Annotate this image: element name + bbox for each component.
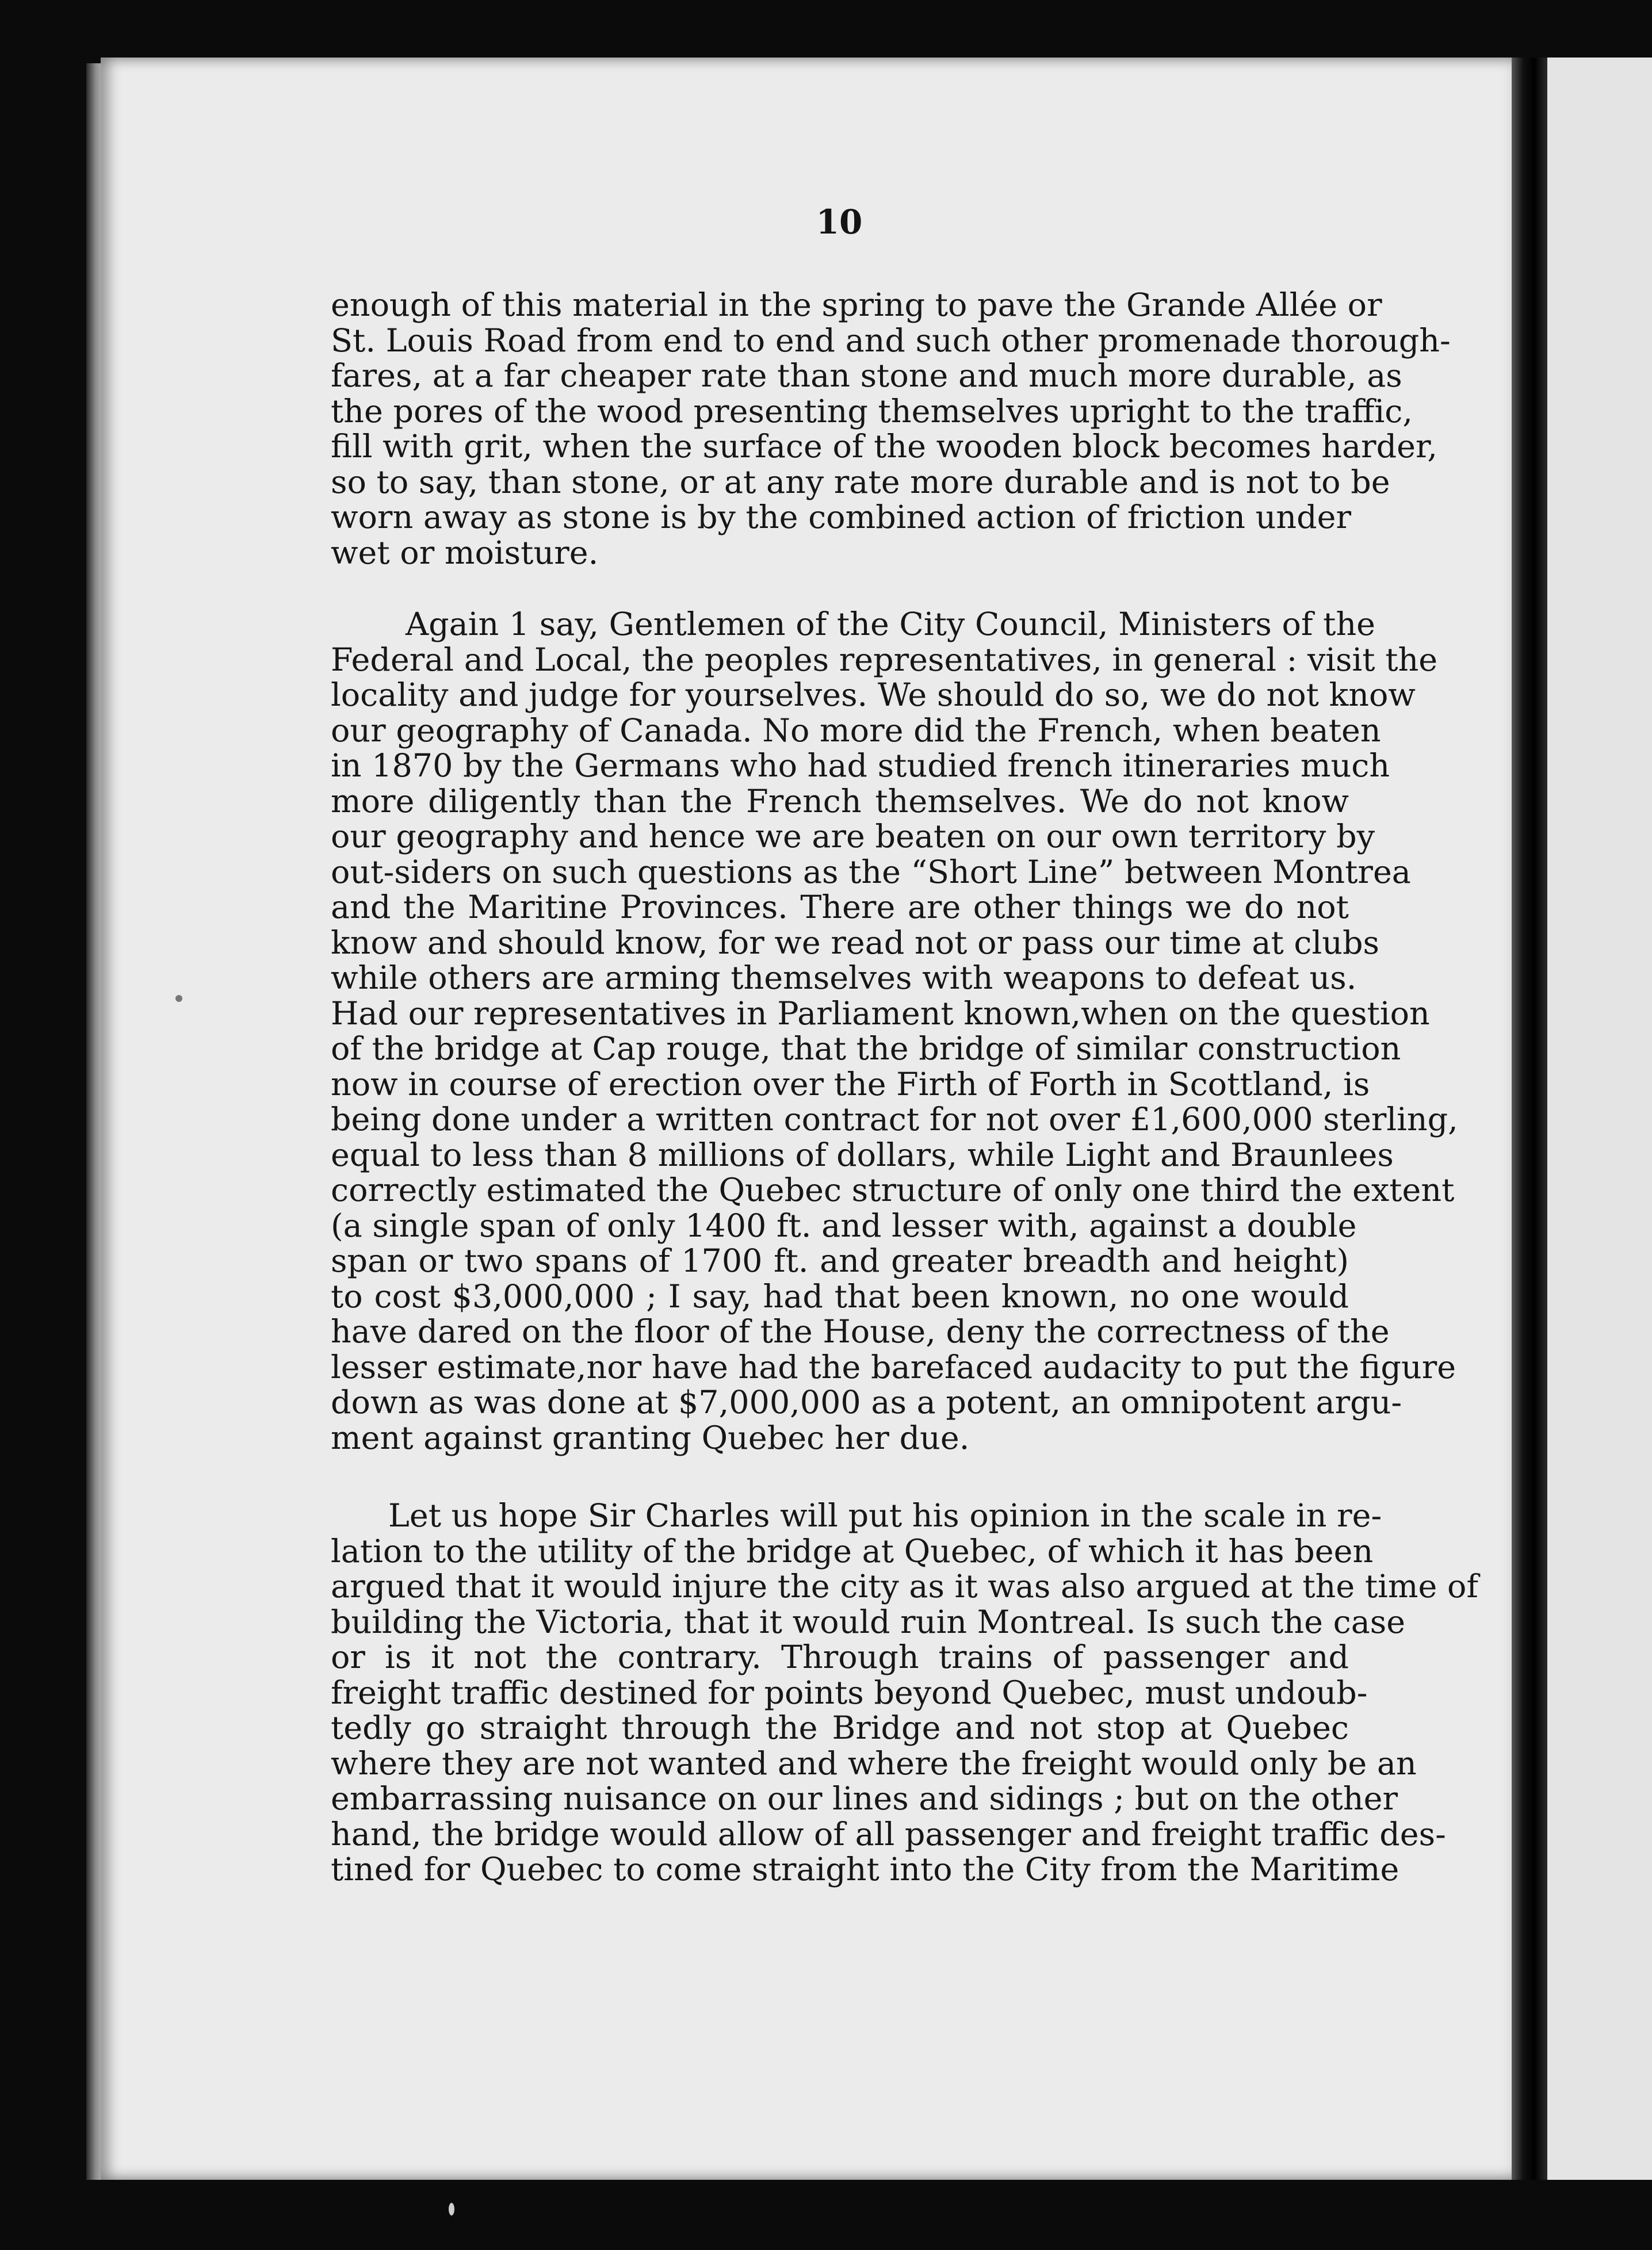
text-line: or is it not the contrary. Through trains of passenger and [331,1639,1349,1676]
text-line: St. Louis Road from end to end and such other promenade thorough- [331,322,1451,359]
text-line: equal to less than 8 millions of dollars, while Light and Braunlees [331,1136,1394,1174]
text-line: and the Maritine Provinces. There are other things we do not [331,889,1349,926]
text-line: so to say, than stone, or at any rate more durable and is not to be [331,463,1390,501]
text-line: correctly estimated the Quebec structure of only one third the extent [331,1172,1455,1209]
text-line: know and should know, for we read not or pass our time at clubs [331,924,1380,962]
text-line: to cost $3,000,000 ; I say, had that been known, no one would [331,1277,1349,1315]
text-line: the pores of the wood presenting themselves upright to the traffic, [331,392,1413,430]
paragraph-3 [331,1497,1478,1888]
text-line: out-siders on such questions as the “Short Line” between Montrea [331,853,1411,891]
paragraph-1 [331,286,1451,572]
text-line: freight traffic destined for points beyond Quebec, must undoub- [331,1674,1368,1712]
text-line: wet or moisture. [331,534,599,572]
text-line: locality and judge for yourselves. We should do so, we do not know [331,676,1416,714]
text-line: embarrassing nuisance on our lines and sidings ; but on the other [331,1780,1398,1817]
text-line: lesser estimate,nor have had the barefaced audacity to put the figure [331,1348,1456,1386]
text-line: of the bridge at Cap rouge, that the bridge of similar construction [331,1030,1401,1067]
text-line: more diligently than the French themselves. We do not know [331,782,1349,820]
text-line: being done under a written contract for not over £1,600,000 sterling, [331,1101,1458,1138]
text-line: now in course of erection over the Firth of Forth in Scottland, is [331,1065,1370,1103]
text-line: have dared on the floor of the House, deny the correctness of the [331,1313,1390,1350]
text-line: where they are not wanted and where the freight would only be an [331,1744,1417,1782]
text-line: (a single span of only 1400 ft. and lesser with, against a double [331,1207,1357,1245]
page-number: 10 [816,202,863,242]
ink-speck [175,995,182,1002]
text-line: our geography of Canada. No more did the French, when beaten [331,711,1381,749]
text-line: in 1870 by the Germans who had studied french itineraries much [331,747,1390,785]
paragraph-2 [331,606,1458,1457]
text-line: Let us hope Sir Charles will put his opinion in the scale in re- [388,1497,1382,1535]
text-line: Federal and Local, the peoples representatives, in general : visit the [331,641,1438,679]
text-line: hand, the bridge would allow of all passenger and freight traffic des- [331,1815,1446,1853]
text-line: ment against granting Quebec her due. [331,1419,970,1457]
text-line: worn away as stone is by the combined action of friction under [331,499,1352,536]
book-gutter [1512,58,1550,2180]
text-line: our geography and hence we are beaten on our own territory by [331,818,1375,855]
text-line: down as was done at $7,000,000 as a potent, an omnipotent argu- [331,1384,1402,1421]
text-line: tedly go straight through the Bridge and not stop at Quebec [331,1709,1349,1747]
text-line: lation to the utility of the bridge at Quebec, of which it has been [331,1532,1374,1570]
text-line: while others are arming themselves with weapons to defeat us. [331,959,1357,997]
text-line: tined for Quebec to come straight into the City from the Maritime [331,1851,1399,1888]
text-line: building the Victoria, that it would ruin Montreal. Is such the case [331,1603,1406,1641]
text-line: Had our representatives in Parliament known,when on the question [331,994,1430,1032]
text-line: argued that it would injure the city as it was also argued at the time of [331,1568,1478,1605]
text-line: span or two spans of 1700 ft. and greater breadth and height) [331,1242,1349,1280]
text-line: Again 1 say, Gentlemen of the City Council, Ministers of the [406,606,1376,643]
text-line: fares, at a far cheaper rate than stone and much more durable, as [331,357,1402,395]
next-page-edge [1547,58,1652,2180]
text-line: fill with grit, when the surface of the wooden block becomes harder, [331,428,1438,465]
text-line: enough of this material in the spring to pave the Grande Allée or [331,286,1382,324]
ink-speck [449,2203,454,2215]
